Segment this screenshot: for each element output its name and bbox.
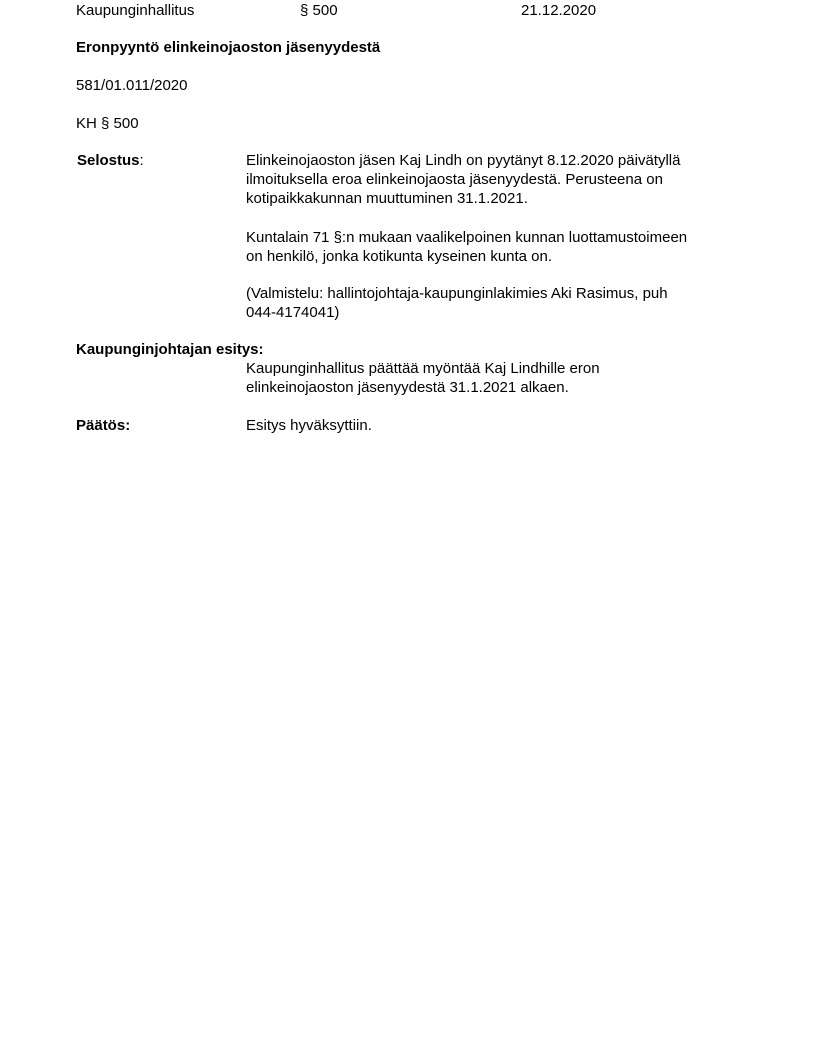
document-title: Eronpyyntö elinkeinojaoston jäsenyydestä bbox=[76, 39, 381, 56]
decision-text: Esitys hyväksyttiin. bbox=[246, 417, 372, 434]
selostus-paragraph-1 bbox=[246, 151, 726, 208]
text-line: ilmoituksella eroa elinkeinojaosta jäsenyydestä. Perusteena on bbox=[246, 171, 663, 188]
header-body: Kaupunginhallitus bbox=[76, 2, 195, 19]
proposal-label: Kaupunginjohtajan esitys: bbox=[76, 341, 264, 358]
header-date: 21.12.2020 bbox=[521, 2, 597, 19]
diary-number: 581/01.011/2020 bbox=[76, 77, 188, 94]
text-line: Kuntalain 71 §:n mukaan vaalikelpoinen kunnan luottamustoimeen bbox=[246, 229, 688, 246]
text-line: elinkeinojaoston jäsenyydestä 31.1.2021 alkaen. bbox=[246, 379, 569, 396]
text-line: Kaupunginhallitus päättää myöntää Kaj Lindhille eron bbox=[246, 360, 600, 377]
selostus-label: Selostus: bbox=[77, 152, 144, 169]
text-line: kotipaikkakunnan muuttuminen 31.1.2021. bbox=[246, 190, 528, 207]
text-line: Elinkeinojaoston jäsen Kaj Lindh on pyytänyt 8.12.2020 päivätyllä bbox=[246, 152, 681, 169]
header-section: § 500 bbox=[300, 2, 338, 19]
section-reference: KH § 500 bbox=[76, 115, 139, 132]
selostus-paragraph-2 bbox=[246, 228, 726, 266]
proposal-text bbox=[246, 359, 726, 397]
text-line: 044-4174041) bbox=[246, 304, 340, 321]
selostus-paragraph-3 bbox=[246, 284, 726, 322]
text-line: (Valmistelu: hallintojohtaja-kaupunginlakimies Aki Rasimus, puh bbox=[246, 285, 668, 302]
text-line: on henkilö, jonka kotikunta kyseinen kunta on. bbox=[246, 248, 553, 265]
decision-label: Päätös: bbox=[76, 417, 131, 434]
